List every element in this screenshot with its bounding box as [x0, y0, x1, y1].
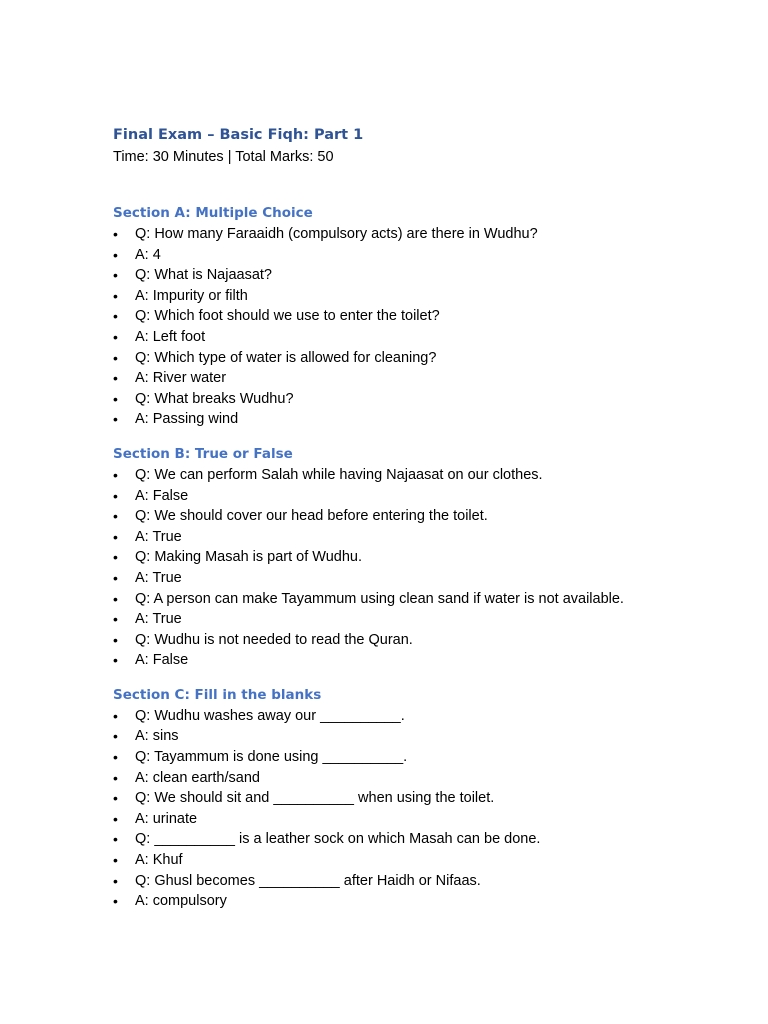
question-item	[113, 871, 733, 892]
bullet-icon: •	[113, 226, 118, 242]
item-text: Q: How many Faraaidh (compulsory acts) are there in Wudhu?	[135, 226, 538, 242]
item-text: A: True	[135, 611, 182, 628]
bullet-icon: •	[113, 631, 118, 648]
answer-item	[113, 327, 733, 348]
bullet-icon: •	[113, 390, 118, 407]
section-a-heading: Section A: Multiple Choice	[113, 205, 313, 221]
item-text: A: Left foot	[135, 328, 206, 345]
section-c-heading: Section C: Fill in the blanks	[113, 686, 322, 703]
bullet-icon: •	[113, 749, 118, 766]
answer-item	[113, 809, 733, 830]
question-item	[113, 788, 733, 809]
item-text: Q: Making Masah is part of Wudhu.	[135, 549, 363, 566]
item-text: A: sins	[135, 728, 179, 745]
bullet-icon: •	[113, 328, 118, 345]
item-text: A: 4	[135, 246, 161, 263]
answer-item	[113, 726, 733, 747]
bullet-icon: •	[113, 246, 118, 263]
question-item	[113, 589, 733, 610]
question-item	[113, 747, 733, 768]
bullet-icon: •	[113, 769, 118, 786]
question-item	[113, 829, 733, 850]
item-text: Q: We should cover our head before entering the toilet.	[135, 508, 488, 525]
answer-item	[113, 286, 733, 307]
item-text: A: Khuf	[135, 852, 183, 869]
item-text: A: clean earth/sand	[135, 769, 260, 786]
bullet-icon: •	[113, 267, 118, 284]
bullet-icon: •	[113, 549, 118, 566]
item-text: Q: Wudhu washes away our __________.	[135, 707, 405, 724]
item-text: A: compulsory	[135, 893, 227, 910]
item-text: A: True	[135, 528, 182, 545]
question-item	[113, 306, 733, 327]
document-page	[113, 124, 733, 912]
answer-item	[113, 891, 733, 912]
item-text: Q: What is Najaasat?	[135, 267, 272, 284]
section-b-heading: Section B: True or False	[113, 445, 293, 462]
answer-item	[113, 486, 733, 507]
answer-item	[113, 609, 733, 630]
section-a	[113, 202, 733, 430]
question-item	[113, 389, 733, 410]
bullet-icon: •	[113, 370, 118, 387]
bullet-icon: •	[113, 652, 118, 669]
question-item	[113, 224, 733, 245]
answer-item	[113, 850, 733, 871]
bullet-icon: •	[113, 528, 118, 545]
item-text: A: Passing wind	[135, 411, 239, 428]
bullet-icon: •	[113, 308, 118, 325]
section-c	[113, 684, 733, 912]
item-text: A: River water	[135, 370, 227, 387]
bullet-icon: •	[113, 872, 118, 889]
item-text: Q: Tayammum is done using __________.	[135, 749, 408, 766]
bullet-icon: •	[113, 810, 118, 827]
item-text: Q: A person can make Tayammum using clean sand if water is not available.	[135, 590, 624, 607]
item-text: Q: We should sit and __________ when using the toilet.	[135, 790, 495, 807]
item-text: Q: What breaks Wudhu?	[135, 390, 294, 407]
bullet-icon: •	[113, 611, 118, 628]
answer-item	[113, 409, 733, 430]
bullet-icon: •	[113, 508, 118, 525]
section-c-list	[113, 706, 733, 912]
question-item	[113, 547, 733, 568]
item-text: Q: Wudhu is not needed to read the Quran.	[135, 631, 413, 648]
bullet-icon: •	[113, 728, 118, 745]
page-title: Final Exam – Basic Fiqh: Part 1	[113, 127, 364, 143]
answer-item	[113, 368, 733, 389]
answer-item	[113, 768, 733, 789]
bullet-icon: •	[113, 893, 118, 910]
item-text: Q: Which foot should we use to enter the toilet?	[135, 308, 440, 325]
bullet-icon: •	[113, 707, 118, 724]
question-item	[113, 465, 733, 486]
item-text: A: False	[135, 487, 189, 504]
bullet-icon: •	[113, 590, 118, 607]
bullet-icon: •	[113, 466, 118, 483]
question-item	[113, 506, 733, 527]
question-item	[113, 265, 733, 286]
item-text: Q: Ghusl becomes __________ after Haidh or Nifaas.	[135, 872, 481, 889]
answer-item	[113, 650, 733, 671]
item-text: A: False	[135, 652, 189, 669]
bullet-icon: •	[113, 487, 118, 504]
bullet-icon: •	[113, 349, 118, 366]
bullet-icon: •	[113, 287, 118, 304]
answer-item	[113, 245, 733, 266]
item-text: Q: __________ is a leather sock on which Masah can be done.	[135, 831, 541, 848]
item-text: A: urinate	[135, 810, 198, 827]
question-item	[113, 348, 733, 369]
bullet-icon: •	[113, 831, 118, 848]
item-text: A: Impurity or filth	[135, 287, 248, 304]
question-item	[113, 630, 733, 651]
bullet-icon: •	[113, 852, 118, 869]
bullet-icon: •	[113, 790, 118, 807]
exam-info: Time: 30 Minutes | Total Marks: 50	[113, 149, 334, 165]
item-text: Q: Which type of water is allowed for cleaning?	[135, 349, 437, 366]
item-text: Q: We can perform Salah while having Najaasat on our clothes.	[135, 466, 543, 483]
question-item	[113, 706, 733, 727]
section-b	[113, 443, 733, 671]
bullet-icon: •	[113, 411, 118, 428]
section-b-list	[113, 465, 733, 671]
section-a-list	[113, 224, 733, 430]
answer-item	[113, 568, 733, 589]
answer-item	[113, 527, 733, 548]
bullet-icon: •	[113, 569, 118, 586]
item-text: A: True	[135, 569, 182, 586]
